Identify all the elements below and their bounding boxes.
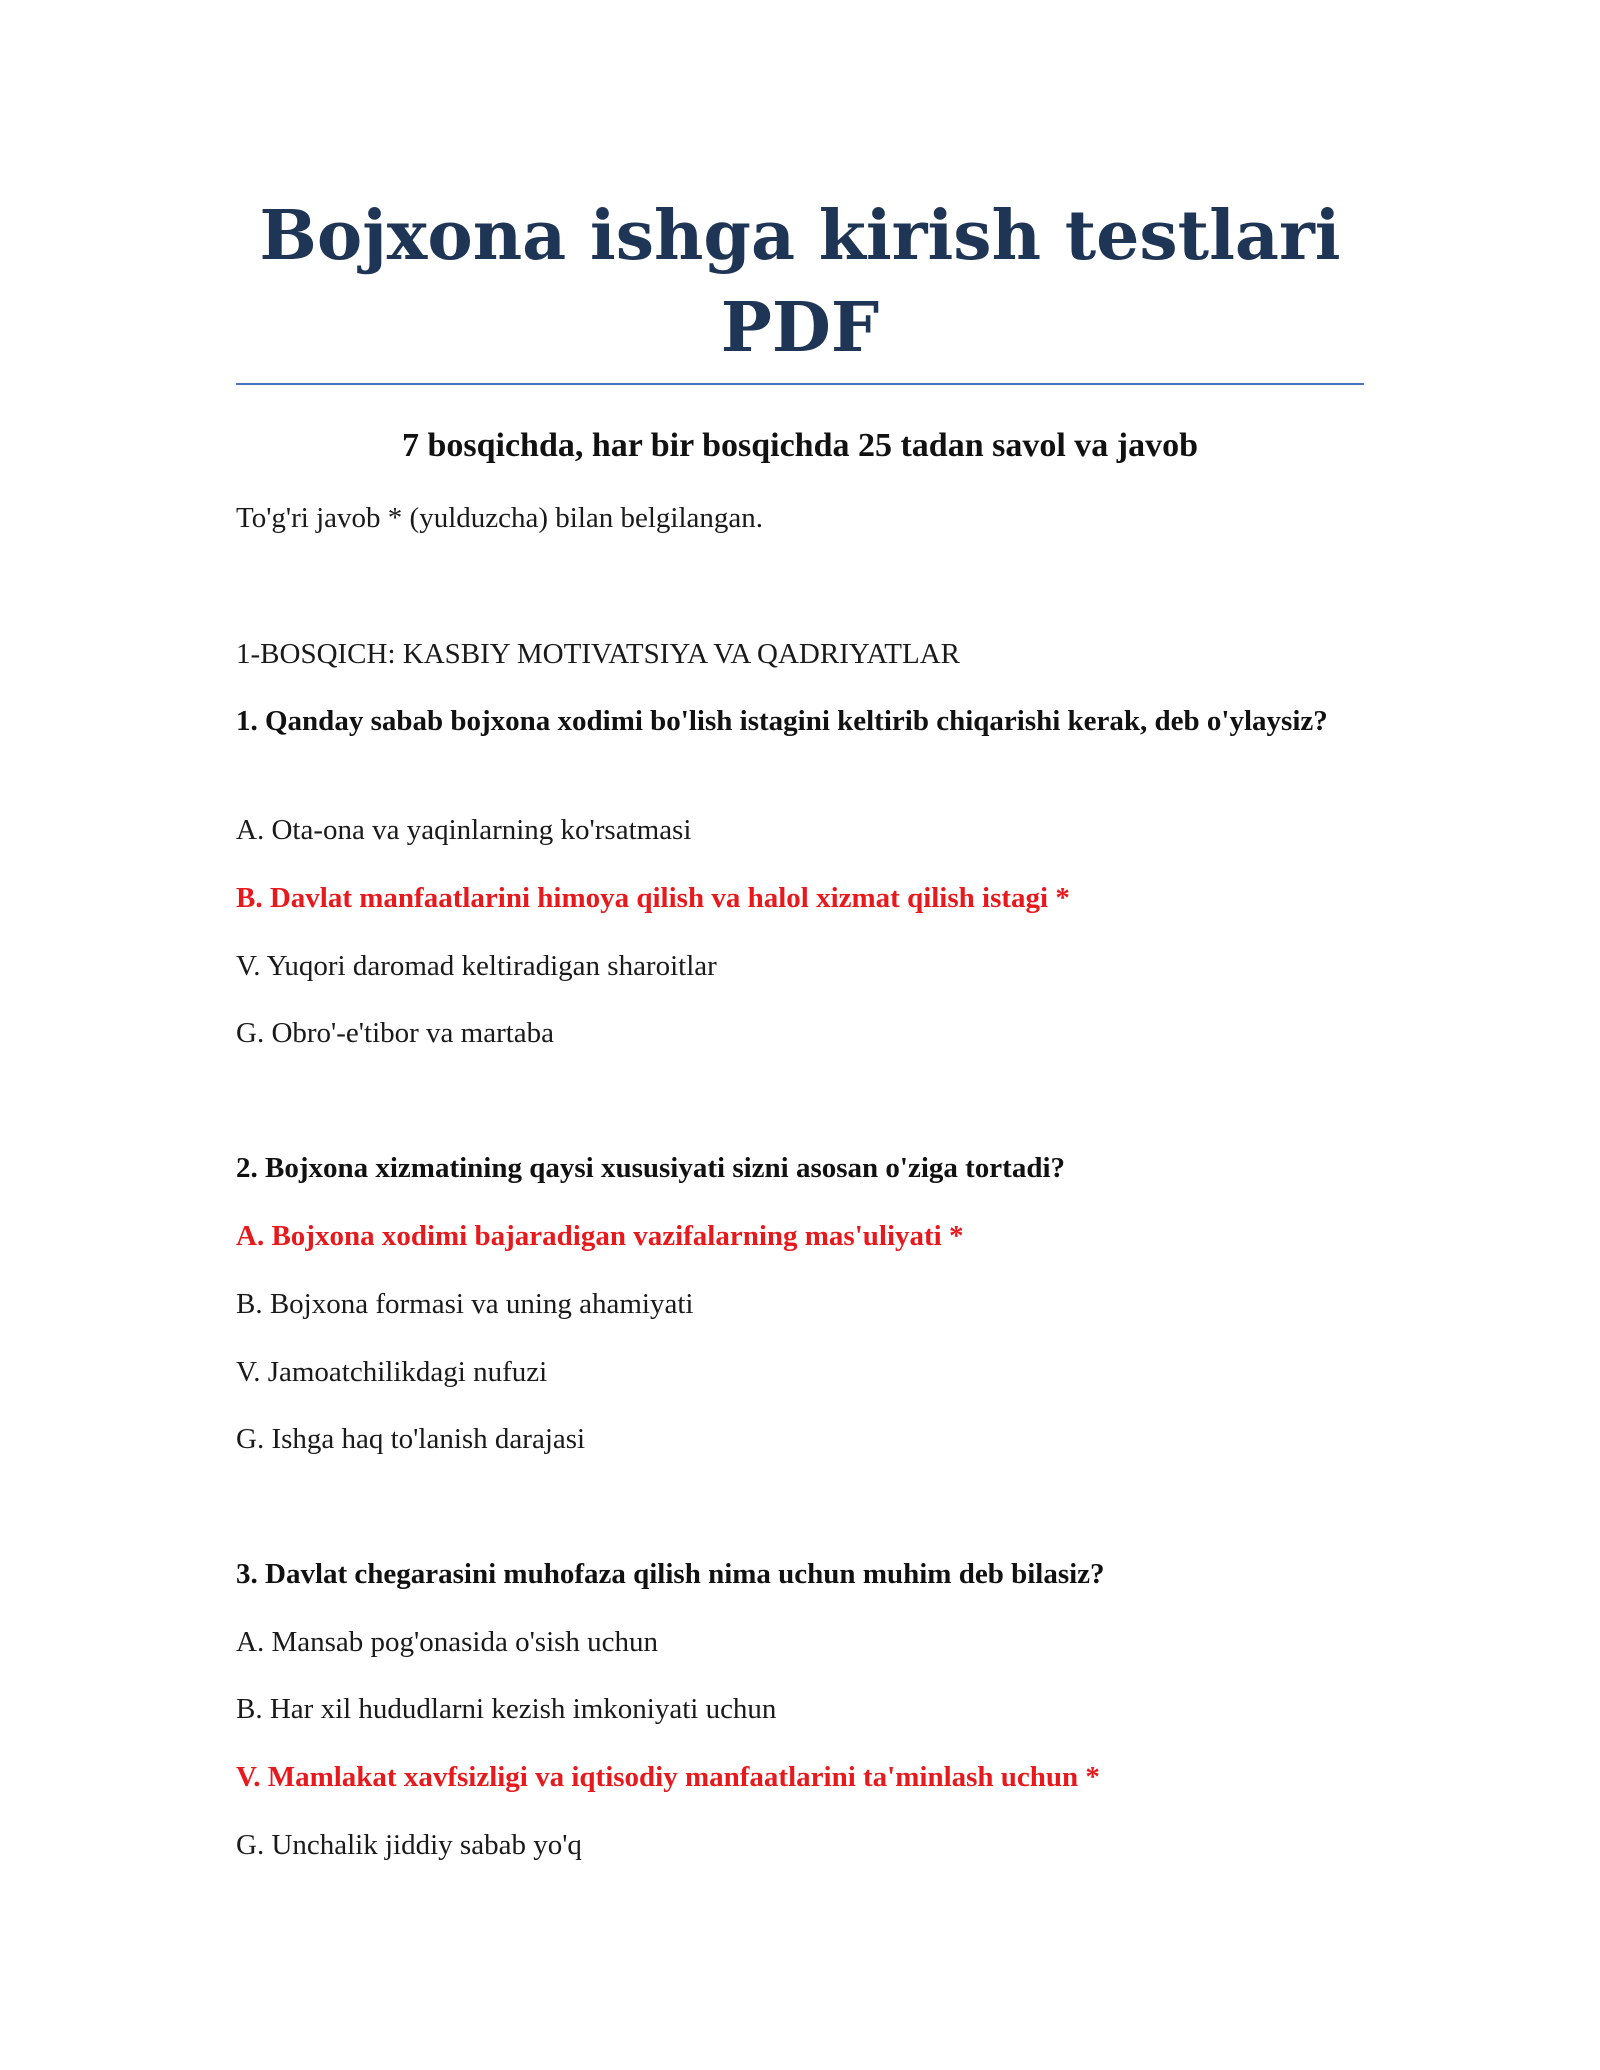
section-heading: 1-BOSQICH: KASBIY MOTIVATSIYA VA QADRIYATLAR: [236, 638, 961, 670]
answer-key-note: To'g'ri javob * (yulduzcha) bilan belgilangan.: [236, 502, 764, 534]
question-1-option-a: A. Ota-ona va yaqinlarning ko'rsatmasi: [236, 814, 692, 846]
question-3-option-v-correct: V. Mamlakat xavfsizligi va iqtisodiy manfaatlarini ta'minlash uchun *: [236, 1761, 1100, 1793]
document-subtitle: 7 bosqichda, har bir bosqichda 25 tadan savol va javob: [401, 427, 1199, 464]
question-1: 1. Qanday sabab bojxona xodimi bo'lish istagini keltirib chiqarishi kerak, deb o'ylaysiz?: [236, 705, 1328, 737]
question-3-option-a: A. Mansab pog'onasida o'sish uchun: [236, 1626, 659, 1658]
question-2-option-v: V. Jamoatchilikdagi nufuzi: [236, 1356, 548, 1388]
question-3-option-b: B. Har xil hududlarni kezish imkoniyati uchun: [236, 1693, 777, 1725]
title-divider: [236, 383, 1364, 385]
question-1-option-v: V. Yuqori daromad keltiradigan sharoitlar: [236, 950, 717, 982]
question-2-option-b: B. Bojxona formasi va uning ahamiyati: [236, 1288, 694, 1320]
question-2-option-g: G. Ishga haq to'lanish darajasi: [236, 1423, 586, 1455]
question-3: 3. Davlat chegarasini muhofaza qilish nima uchun muhim deb bilasiz?: [236, 1558, 1105, 1590]
question-2: 2. Bojxona xizmatining qaysi xususiyati sizni asosan o'ziga tortadi?: [236, 1152, 1066, 1184]
question-2-option-a-correct: A. Bojxona xodimi bajaradigan vazifalarning mas'uliyati *: [236, 1220, 964, 1252]
question-1-option-b-correct: B. Davlat manfaatlarini himoya qilish va halol xizmat qilish istagi *: [236, 882, 1070, 914]
question-3-option-g: G. Unchalik jiddiy sabab yo'q: [236, 1829, 582, 1861]
question-1-option-g: G. Obro'-e'tibor va martaba: [236, 1017, 555, 1049]
document-title: Bojxona ishga kirish testlari PDF: [259, 196, 1341, 368]
